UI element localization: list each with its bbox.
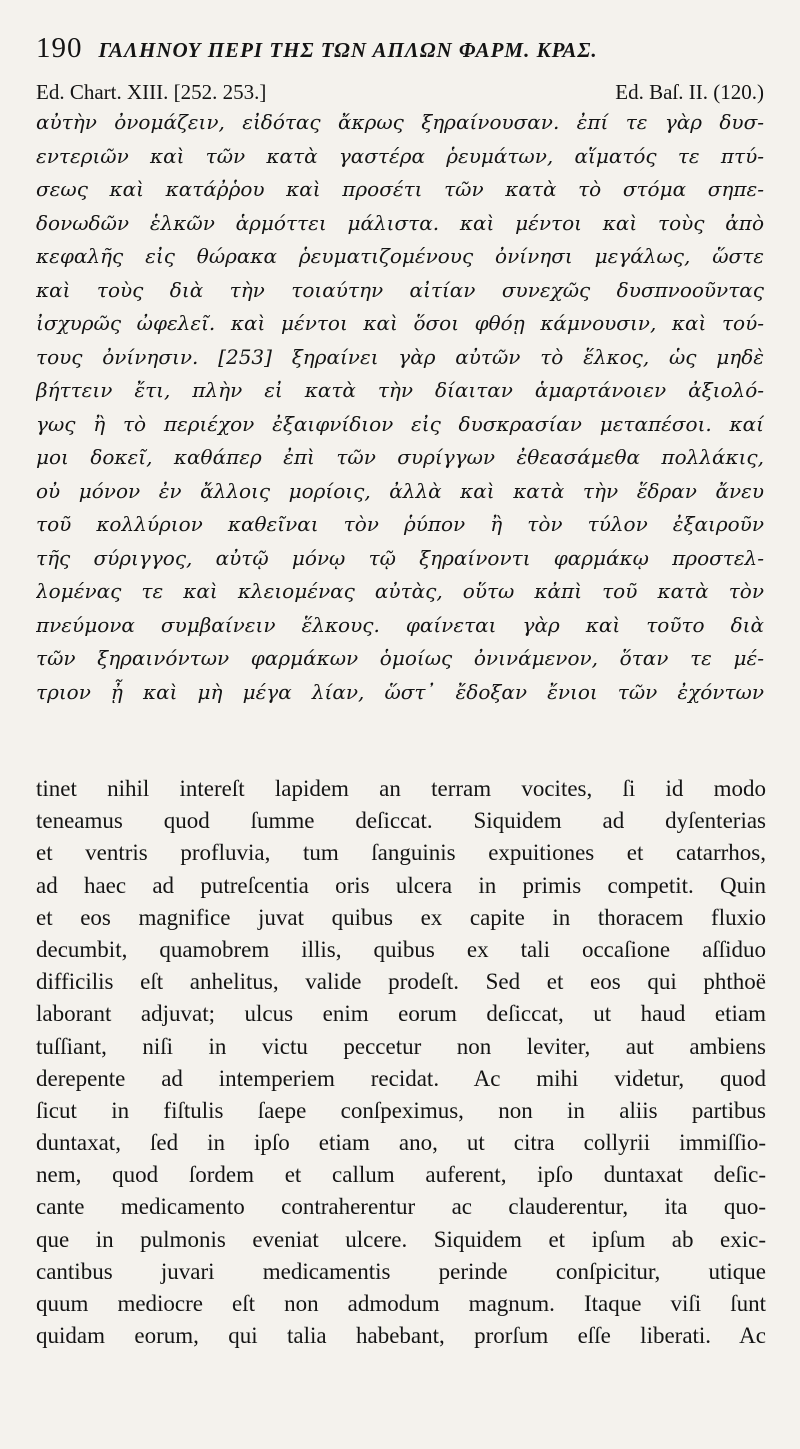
greek-text-line: τριον ᾖ καὶ μὴ μέγα λίαν, ὥστ᾽ ἔδοξαν ἔνιοι τῶν ἐχόντων xyxy=(36,679,764,704)
page-number: 190 xyxy=(36,32,83,64)
greek-text-line: σεως καὶ κατάῤῥου καὶ προσέτι τῶν κατὰ τὸ στόμα σηπε- xyxy=(36,177,764,201)
greek-text-line: γως ἢ τὸ περιέχον ἐξαιφνίδιον εἰς δυσκρασίαν μεταπέσοι. καί xyxy=(36,411,764,436)
greek-text-line: βήττειν ἔτι, πλὴν εἰ κατὰ τὴν δίαιταν ἁμαρτάνοιεν ἀξιολό- xyxy=(36,378,764,402)
latin-text-line: et ventris profluvia, tum ſanguinis expuitiones et catarrhos, xyxy=(36,840,766,866)
latin-text-line: decumbit, quamobrem illis, quibus ex tali occaſione aſſiduo xyxy=(36,936,766,962)
edition-reference-chartier: Ed. Chart. XIII. [252. 253.] xyxy=(36,80,267,104)
greek-text-line: δονωδῶν ἑλκῶν ἁρμόττει μάλιστα. καὶ μέντοι καὶ τοὺς ἀπὸ xyxy=(36,210,764,235)
greek-text-line: πνεύμονα συμβαίνειν ἕλκους. φαίνεται γὰρ καὶ τοῦτο διὰ xyxy=(36,612,764,637)
latin-text-line: laborant adjuvat; ulcus enim eorum deſiccat, ut haud etiam xyxy=(36,1001,766,1027)
greek-text-line: τῶν ξηραινόντων φαρμάκων ὁμοίως ὀνινάμενον, ὅταν τε μέ- xyxy=(36,646,764,670)
greek-text-line: τῆς σύριγγος, αὐτῷ μόνῳ τῷ ξηραίνοντι φαρμάκῳ προστελ- xyxy=(36,545,764,570)
latin-text-line: ad haec ad putreſcentia oris ulcera in primis competit. Quin xyxy=(36,872,766,898)
latin-text-line: quidam eorum, qui talia habebant, prorſum eſſe liberati. Ac xyxy=(36,1323,766,1349)
greek-text-line: μοι δοκεῖ, καθάπερ ἐπὶ τῶν συρίγγων ἐθεασάμεθα πολλάκις, xyxy=(36,445,764,469)
greek-text-block xyxy=(36,106,764,709)
running-title: ΓΑΛΗΝΟΥ ΠΕΡΙ ΤΗΣ ΤΩΝ ΑΠΛΩΝ ΦΑΡΜ. ΚΡΑΣ. xyxy=(98,38,598,62)
greek-text-line: καὶ τοὺς διὰ τὴν τοιαύτην αἰτίαν συνεχῶς δυσπνοοῦντας xyxy=(36,277,764,302)
latin-text-line: teneamus quod ſumme deſiccat. Siquidem ad dyſenterias xyxy=(36,808,766,834)
latin-text-line: et eos magnifice juvat quibus ex capite in thoracem fluxio xyxy=(36,904,766,930)
greek-text-line: λομένας τε καὶ κλειομένας αὐτὰς, οὕτω κἀπὶ τοῦ κατὰ τὸν xyxy=(36,579,764,603)
greek-text-line: κεφαλῆς εἰς θώρακα ῥευματιζομένους ὀνίνησι μεγάλως, ὥστε xyxy=(36,244,764,268)
latin-text-line: tuſſiant, niſi in victu peccetur non leviter, aut ambiens xyxy=(36,1033,766,1059)
greek-text-line: τους ὀνίνησιν. [253] ξηραίνει γὰρ αὐτῶν τὸ ἕλκος, ὡς μηδὲ xyxy=(36,344,764,369)
latin-text-line: cante medicamento contraherentur ac clauderentur, ita quo- xyxy=(36,1194,766,1220)
latin-text-block xyxy=(36,773,766,1352)
greek-text-line: αὐτὴν ὀνομάζειν, εἰδότας ἄκρως ξηραίνουσαν. ἐπί τε γὰρ δυσ- xyxy=(36,110,764,134)
latin-text-line: nem, quod ſordem et callum auferent, ipſo duntaxat deſic- xyxy=(36,1162,766,1188)
running-head xyxy=(36,32,774,72)
latin-text-line: cantibus juvari medicamentis perinde conſpicitur, utique xyxy=(36,1258,766,1284)
latin-text-line: derepente ad intemperiem recidat. Ac mihi videtur, quod xyxy=(36,1065,766,1091)
latin-text-line: duntaxat, ſed in ipſo etiam ano, ut citra collyrii immiſſio- xyxy=(36,1130,766,1156)
edition-reference-basel: Ed. Baſ. II. (120.) xyxy=(615,80,764,104)
edition-references xyxy=(36,80,764,106)
latin-text-line: ſicut in fiſtulis ſaepe conſpeximus, non in aliis partibus xyxy=(36,1097,766,1123)
latin-text-line: que in pulmonis eveniat ulcere. Siquidem et ipſum ab exic- xyxy=(36,1226,766,1252)
greek-text-line: τοῦ κολλύριον καθεῖναι τὸν ῥύπον ἢ τὸν τύλον ἐξαιροῦν xyxy=(36,512,764,536)
latin-text-line: quum mediocre eſt non admodum magnum. Itaque viſi ſunt xyxy=(36,1291,766,1316)
latin-text-line: tinet nihil intereſt lapidem an terram vocites, ſi id modo xyxy=(36,776,766,801)
latin-text-line: difficilis eſt anhelitus, valide prodeſt. Sed et eos qui phthoë xyxy=(36,969,766,995)
greek-text-line: εντεριῶν καὶ τῶν κατὰ γαστέρα ῥευμάτων, αἵματός τε πτύ- xyxy=(36,143,764,168)
greek-text-line: ἰσχυρῶς ὠφελεῖ. καὶ μέντοι καὶ ὅσοι φθόῃ κάμνουσιν, καὶ τού- xyxy=(36,311,764,335)
greek-text-line: οὐ μόνον ἐν ἄλλοις μορίοις, ἀλλὰ καὶ κατὰ τὴν ἕδραν ἄνευ xyxy=(36,478,764,503)
